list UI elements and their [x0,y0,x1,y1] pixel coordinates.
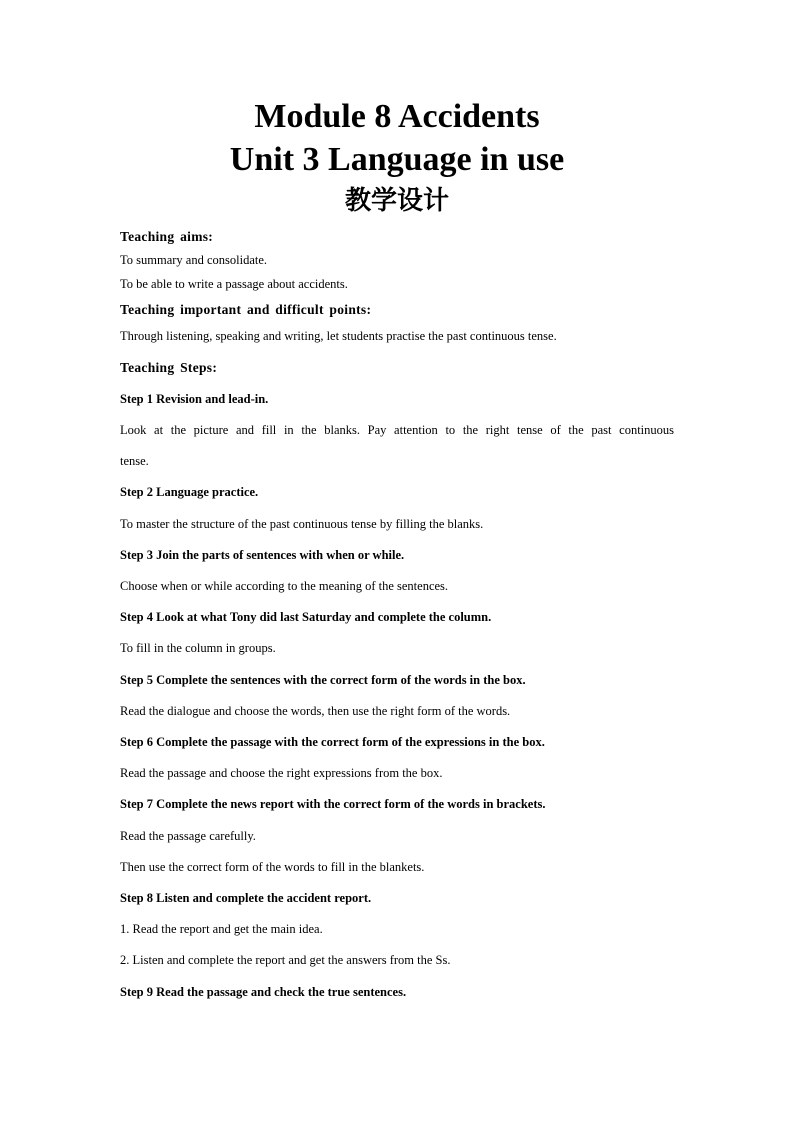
step-title: Step 6 Complete the passage with the correct form of the expressions in the box. [120,735,545,749]
step-text: Read the dialogue and choose the words, then use the right form of the words. [120,704,511,718]
step-title: Step 8 Listen and complete the accident report. [120,891,372,905]
step-title: Step 1 Revision and lead-in. [120,392,269,406]
step-text: To master the structure of the past continuous tense by filling the blanks. [120,517,484,531]
step-text: Choose when or while according to the meaning of the sentences. [120,579,449,593]
step-text: Then use the correct form of the words to fill in the blankets. [120,860,425,874]
aim-item: To be able to write a passage about accidents. [120,277,348,291]
steps-heading: Teaching Steps: [120,360,218,375]
step-title: Step 9 Read the passage and check the true sentences. [120,985,407,999]
step-text: Read the passage carefully. [120,829,256,843]
points-text: Through listening, speaking and writing, let students practise the past continuous tense. [120,329,557,343]
step-title: Step 4 Look at what Tony did last Saturday and complete the column. [120,610,492,624]
step-text: tense. [120,454,149,468]
step-title: Step 7 Complete the news report with the correct form of the words in brackets. [120,797,546,811]
chinese-subtitle: 教学设计 [344,186,449,216]
aim-item: To summary and consolidate. [120,253,268,267]
step-text: Read the passage and choose the right expressions from the box. [120,766,443,780]
points-heading: Teaching important and difficult points: [120,302,372,317]
unit-title: Unit 3 Language in use [229,141,565,178]
aims-heading: Teaching aims: [120,229,214,244]
module-title: Module 8 Accidents [254,98,540,135]
step-title: Step 5 Complete the sentences with the correct form of the words in the box. [120,673,526,687]
step-text: To fill in the column in groups. [120,641,276,655]
step-text: Look at the picture and fill in the blanks. Pay attention to the right tense of the past continuous [120,423,674,437]
step-title: Step 2 Language practice. [120,485,259,499]
step-title: Step 3 Join the parts of sentences with when or while. [120,548,405,562]
step-text: 2. Listen and complete the report and get the answers from the Ss. [120,953,451,967]
step-text: 1. Read the report and get the main idea. [120,922,323,936]
